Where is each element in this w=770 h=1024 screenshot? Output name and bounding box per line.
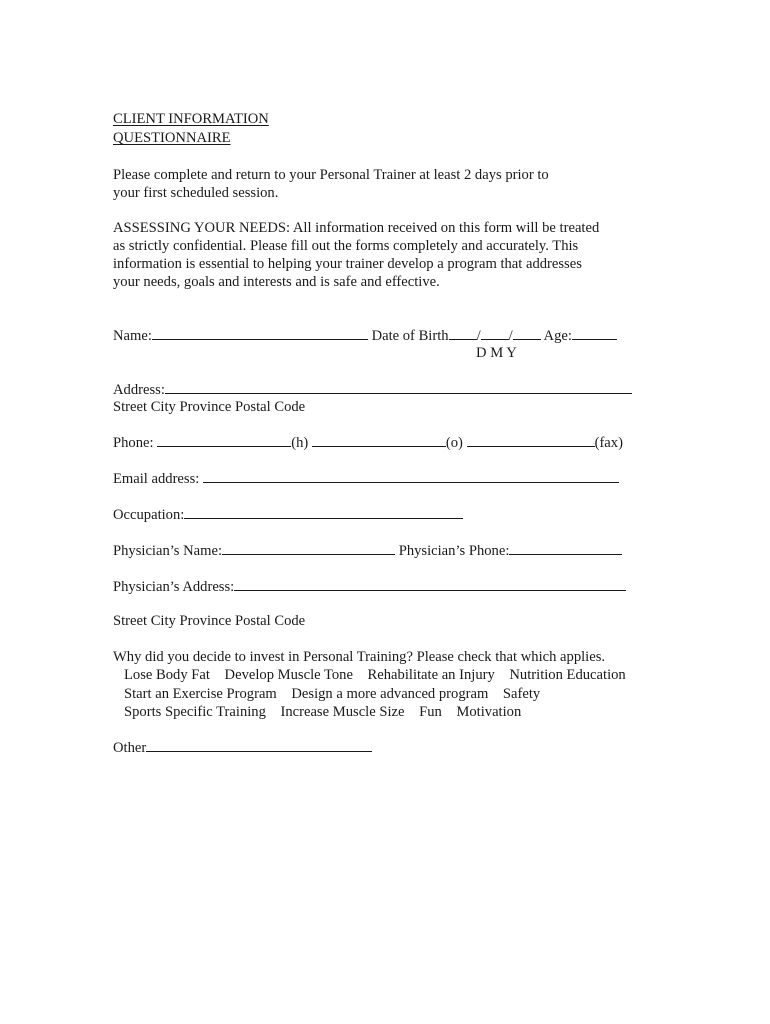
physician-address-row [113,577,626,596]
dob-sep-1: / [476,328,481,344]
occupation-label: Occupation: [113,507,185,523]
physician-phone-field[interactable] [509,541,622,555]
phone-fax-field[interactable] [467,433,595,447]
physician-name-field[interactable] [222,541,395,555]
why-options-row-1 [124,666,626,684]
physician-address-label: Physician’s Address: [113,579,235,595]
phone-row [113,433,623,452]
dob-month-field[interactable] [481,326,509,340]
phone-home-field[interactable] [157,433,291,447]
email-field[interactable] [203,469,619,483]
email-row [113,469,619,488]
email-label: Email address: [113,471,200,487]
dob-label: Date of Birth [371,328,449,344]
why-options-row-2 [124,685,540,703]
dob-year-field[interactable] [513,326,541,340]
option-motivation[interactable]: Motivation [456,704,522,720]
dob-sep-2: / [508,328,513,344]
address-field[interactable] [165,380,632,394]
phone-office-label: (o) [445,435,463,451]
why-options-row-3 [124,703,521,721]
occupation-row [113,505,463,524]
phone-label: Phone: [113,435,154,451]
assess-line3: information is essential to helping your trainer develop a program that addresses [113,256,582,272]
option-increase-muscle-size[interactable]: Increase Muscle Size [280,704,405,720]
physician-name-label: Physician’s Name: [113,543,223,559]
phone-fax-label: (fax) [594,435,623,451]
intro-line2: your first scheduled session. [113,185,279,201]
form-title-line2: QUESTIONNAIRE [113,130,231,146]
assess-line4: your needs, goals and interests and is safe and effective. [113,274,440,290]
address-row [113,380,632,399]
occupation-field[interactable] [184,505,463,519]
address-label: Address: [113,382,165,398]
assess-line2: as strictly confidential. Please fill out the forms completely and accurately. This [113,238,579,254]
option-develop-muscle-tone[interactable]: Develop Muscle Tone [224,667,353,683]
assess-line1: ASSESSING YOUR NEEDS: All information received on this form will be treated [113,220,600,236]
option-fun[interactable]: Fun [419,704,442,720]
option-nutrition-education[interactable]: Nutrition Education [509,667,626,683]
option-rehabilitate-injury[interactable]: Rehabilitate an Injury [367,667,495,683]
phone-home-label: (h) [291,435,309,451]
physician-phone-label: Physician’s Phone: [398,543,510,559]
name-field[interactable] [152,326,368,340]
age-field[interactable] [572,326,617,340]
option-design-advanced-program[interactable]: Design a more advanced program [291,686,489,702]
other-row [113,738,372,757]
phone-office-field[interactable] [312,433,446,447]
name-row [113,326,617,345]
age-label: Age: [543,328,572,344]
form-title-line1: CLIENT INFORMATION [113,111,269,127]
physician-address-sub-label: Street City Province Postal Code [113,613,306,629]
other-label: Other [113,740,147,756]
option-sports-specific-training[interactable]: Sports Specific Training [124,704,266,720]
dob-day-field[interactable] [449,326,477,340]
why-question: Why did you decide to invest in Personal Training? Please check that which applies. [113,649,606,665]
intro-line1: Please complete and return to your Personal Trainer at least 2 days prior to [113,167,549,183]
physician-address-field[interactable] [234,577,626,591]
other-field[interactable] [146,738,372,752]
option-start-exercise-program[interactable]: Start an Exercise Program [124,686,277,702]
address-sub-label: Street City Province Postal Code [113,399,306,415]
physician-row [113,541,622,560]
option-safety[interactable]: Safety [502,686,541,702]
dmy-label: D M Y [476,345,517,361]
option-lose-body-fat[interactable]: Lose Body Fat [124,667,210,683]
name-label: Name: [113,328,152,344]
